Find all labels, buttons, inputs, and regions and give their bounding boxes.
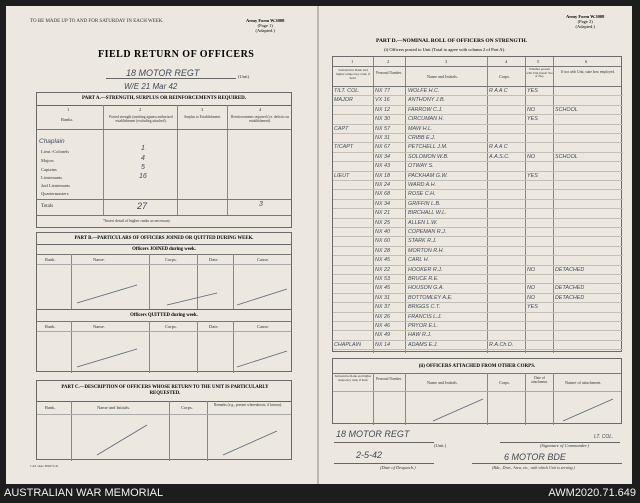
strength-lieut: 16 bbox=[139, 173, 147, 180]
surplus-header-text: Surplus to Establishment. bbox=[184, 115, 221, 119]
r-form-no: Army Form W.3008 bbox=[566, 14, 605, 19]
roll-number: NX 24 bbox=[375, 182, 390, 188]
roll-name: GRIFFIN L.B. bbox=[408, 200, 441, 207]
roll-name: PETCHELL J.M. bbox=[408, 144, 448, 151]
roll-number: NX 40 bbox=[375, 229, 390, 235]
q-corps-col: Corps. bbox=[165, 324, 177, 329]
part-c-table bbox=[36, 380, 292, 460]
roll-present: NO bbox=[527, 153, 536, 160]
h-present-text: Whether present with Unit (insert Yes or No). bbox=[526, 67, 553, 79]
roll-number: NX 53 bbox=[375, 276, 390, 282]
roll-number: NX 34 bbox=[375, 200, 390, 207]
part-a-table bbox=[36, 92, 292, 228]
roll-row bbox=[333, 153, 623, 162]
bde-line bbox=[472, 463, 622, 464]
h-rank bbox=[334, 69, 372, 80]
ii-h-nature: Nature of attachment. bbox=[565, 380, 602, 385]
right-page bbox=[322, 6, 632, 484]
col-4-num: 4 bbox=[259, 107, 262, 112]
form-page-text: (Page 1) bbox=[257, 23, 273, 28]
rank-lieut: Lieutenants bbox=[41, 175, 62, 180]
roll-name: FARROW C.J. bbox=[408, 106, 443, 113]
roll-number: NX 49 bbox=[375, 332, 390, 339]
b-corps-col: Corps. bbox=[165, 257, 177, 262]
roll-row bbox=[333, 106, 623, 115]
reinf-header-text: Reinforcements required (i.e. deficits on establishment). bbox=[230, 115, 290, 123]
roll-number: NX 28 bbox=[375, 247, 390, 254]
nominal-roll-table bbox=[332, 56, 622, 352]
d-col-1: 1 bbox=[351, 59, 354, 64]
surplus-header bbox=[180, 115, 225, 119]
rank-capt: Captains bbox=[41, 167, 57, 172]
roll-name: PRYOR E.L. bbox=[408, 323, 439, 329]
roll-rank: T/LT. COL. bbox=[334, 88, 360, 94]
c-remarks-text: Remarks (e.g., present whereabouts, if known). bbox=[213, 403, 283, 407]
totals-label: Totals bbox=[41, 204, 54, 209]
roll-name: SOLOMON W.B. bbox=[408, 153, 449, 160]
unit-line bbox=[106, 78, 236, 79]
roll-row bbox=[333, 266, 623, 275]
roll-row bbox=[333, 200, 623, 209]
roll-name: BOTTOMLEY A.E. bbox=[408, 294, 453, 301]
d-col-5: 5 bbox=[537, 59, 540, 64]
quitted-heading: Officers QUITTED during week. bbox=[130, 313, 198, 318]
print-code: 1.42 /Ans 3000 5/41 bbox=[30, 464, 59, 468]
roll-present: NO bbox=[527, 266, 536, 273]
roll-number: NX 26 bbox=[375, 313, 390, 320]
roll-present: NO bbox=[527, 106, 536, 113]
rank-major: Majors bbox=[41, 158, 54, 163]
roll-name: COPEMAN R.J. bbox=[408, 229, 447, 235]
roll-name: MORTON R.H. bbox=[408, 247, 445, 254]
roll-name: ROSE C.H. bbox=[408, 191, 436, 198]
strength-capt: 5 bbox=[141, 164, 145, 171]
roll-present: NO bbox=[527, 285, 536, 292]
roll-name: FRANCIS L.J. bbox=[408, 313, 442, 320]
roll-name: HOUSON G.A. bbox=[408, 285, 444, 292]
strength-major: 4 bbox=[141, 155, 145, 162]
roll-name: OTWAY S. bbox=[408, 163, 434, 170]
date-caption: (Date of Despatch.) bbox=[380, 465, 416, 470]
date-line bbox=[334, 463, 434, 464]
roll-number: NX 57 bbox=[375, 125, 390, 132]
roll-present: YES bbox=[527, 172, 538, 179]
sig-unit-handwritten: 18 MOTOR REGT bbox=[336, 429, 410, 439]
roll-row bbox=[333, 322, 623, 331]
roll-rank: CHAPLAIN bbox=[334, 341, 361, 348]
roll-employed: SCHOOL bbox=[555, 106, 578, 113]
roll-row bbox=[333, 181, 623, 190]
roll-row bbox=[333, 275, 623, 284]
q-date-col: Date. bbox=[209, 324, 219, 329]
roll-row bbox=[333, 125, 623, 134]
caption-bar bbox=[0, 484, 640, 503]
q-rank-col: Rank. bbox=[45, 324, 56, 329]
b-rank-col: Rank. bbox=[45, 257, 56, 262]
rank-2lt: 2nd Lieutenants bbox=[41, 183, 70, 188]
joined-heading: Officers JOINED during week. bbox=[132, 247, 196, 252]
h-number bbox=[375, 71, 403, 75]
totals-reinf: 3 bbox=[259, 201, 263, 208]
roll-name: CIRCUMAN H. bbox=[408, 116, 444, 123]
roll-row bbox=[333, 228, 623, 237]
roll-row bbox=[333, 294, 623, 303]
roll-corps: R.A.Ch.D. bbox=[489, 341, 514, 348]
strike-lines-c bbox=[37, 381, 293, 461]
roll-row bbox=[333, 341, 623, 350]
roll-number: NX 77 bbox=[375, 88, 390, 94]
part-b-heading: PART B.—PARTICULARS OF OFFICERS JOINED OR QUITTED DURING WEEK. bbox=[74, 236, 254, 241]
roll-number: NX 25 bbox=[375, 219, 390, 226]
c-corps-col: Corps. bbox=[181, 405, 193, 410]
part-ii-heading: (ii) OFFICERS ATTACHED FROM OTHER CORPS. bbox=[418, 364, 536, 369]
d-col-4: 4 bbox=[505, 59, 508, 64]
roll-number: NX 60 bbox=[375, 238, 390, 245]
col-3-num: 3 bbox=[201, 107, 204, 112]
part-b-table bbox=[36, 232, 292, 372]
q-cause-col: Cause. bbox=[257, 324, 270, 329]
roll-number: NX 37 bbox=[375, 304, 390, 311]
despatch-date: 2-5-42 bbox=[356, 450, 383, 460]
part-d-heading: PART D.—NOMINAL ROLL OF OFFICERS ON STRENGTH. bbox=[376, 38, 527, 44]
roll-name: STARK R.J. bbox=[408, 238, 437, 245]
roll-present: NO bbox=[527, 294, 536, 301]
roll-row bbox=[333, 247, 623, 256]
h-employed bbox=[557, 70, 619, 74]
h-present bbox=[526, 68, 553, 79]
left-page bbox=[6, 6, 317, 484]
week-handwritten: W/E 21 Mar 42 bbox=[124, 82, 178, 91]
roll-number: VX 16 bbox=[375, 97, 390, 104]
roll-rank: T/CAPT bbox=[334, 144, 354, 151]
caption-left: AUSTRALIAN WAR MEMORIAL bbox=[4, 487, 164, 499]
roll-row bbox=[333, 284, 623, 293]
roll-row bbox=[333, 96, 623, 105]
roll-name: CRIBB E.J. bbox=[408, 135, 436, 141]
part-c-heading-text: PART C.—DESCRIPTION OF OFFICERS WHOSE RETURN TO THE UNIT IS PARTICULARLY REQUESTED. bbox=[61, 385, 269, 396]
top-note: TO BE MADE UP TO AND FOR SATURDAY IN EACH WEEK. bbox=[30, 19, 164, 24]
roll-employed: DETACHED bbox=[555, 294, 585, 301]
roll-number: NX 68 bbox=[375, 191, 390, 198]
roll-number: NX 67 bbox=[375, 144, 390, 151]
ranks-header: Ranks. bbox=[61, 117, 74, 122]
totals-value: 27 bbox=[137, 201, 148, 211]
bde-caption: (Bde., Divn., Area, etc., with which Unit is serving.) bbox=[492, 465, 575, 470]
d-col-6: 6 bbox=[585, 59, 588, 64]
roll-rank: CAPT bbox=[334, 125, 349, 132]
roll-name: BRIGGS C.T. bbox=[408, 304, 441, 311]
form-no-text: Army Form W.3008 bbox=[246, 18, 285, 23]
roll-number: NX 14 bbox=[375, 341, 390, 348]
roll-name: ANTHONY J.B. bbox=[408, 97, 446, 104]
strike-lines-b bbox=[37, 233, 293, 373]
ii-h-date-text: Date of attachment. bbox=[531, 376, 548, 384]
c-name-col: Name and Initials. bbox=[97, 405, 131, 410]
roll-name: MAW H.L. bbox=[408, 125, 433, 132]
roll-number: NX 31 bbox=[375, 135, 390, 141]
posted-header-text: Posted strength (omitting against authorized establishment (excluding attached). bbox=[109, 115, 173, 123]
roll-row bbox=[333, 87, 623, 96]
roll-employed: DETACHED bbox=[555, 266, 585, 273]
roll-number: NX 45 bbox=[375, 285, 390, 292]
roll-corps: R A A C bbox=[489, 88, 508, 94]
part-d-sub: (i) Officers posted to Unit (Total to agree with column 2 of Part A). bbox=[384, 47, 506, 52]
roll-name: HOOKER R.J. bbox=[408, 266, 443, 273]
roll-number: NX 21 bbox=[375, 210, 390, 217]
roll-name: HAW R.J. bbox=[408, 332, 432, 339]
roll-row bbox=[333, 115, 623, 124]
roll-number: NX 30 bbox=[375, 116, 390, 123]
b-name-col: Name. bbox=[93, 257, 105, 262]
ii-h-rank-text: Substantive Rank and higher temporary rank, if held. bbox=[334, 374, 372, 382]
b-cause-col: Cause. bbox=[257, 257, 270, 262]
roll-row bbox=[333, 209, 623, 218]
q-name-col: Name. bbox=[93, 324, 105, 329]
sig-cmdr-caption: (Signature of Commander.) bbox=[540, 443, 589, 448]
document-sheet bbox=[6, 6, 632, 484]
form-adapted-text: (Adapted.) bbox=[255, 28, 275, 33]
roll-row bbox=[333, 313, 623, 322]
d-col-3: 3 bbox=[445, 59, 448, 64]
form-number-right bbox=[566, 14, 604, 29]
page-fold bbox=[317, 6, 319, 484]
roll-row bbox=[333, 143, 623, 152]
roll-rows bbox=[333, 87, 623, 353]
roll-name: BIRCHALL W.L. bbox=[408, 210, 447, 217]
h-number-text: Personal Number. bbox=[376, 71, 402, 75]
roll-name: CARL H. bbox=[408, 257, 430, 264]
roll-present: YES bbox=[527, 88, 538, 94]
roll-present: YES bbox=[527, 304, 538, 311]
d-col-2: 2 bbox=[387, 59, 390, 64]
roll-name: BRUCE R.E. bbox=[408, 276, 439, 282]
h-corps: Corps. bbox=[499, 74, 511, 79]
roll-row bbox=[333, 237, 623, 246]
roll-row bbox=[333, 303, 623, 312]
roll-number: NX 12 bbox=[375, 106, 390, 113]
rank-qm: Quartermasters bbox=[41, 191, 69, 196]
roll-employed: DETACHED bbox=[555, 285, 585, 292]
h-employed-text: If not with Unit, state how employed. bbox=[561, 70, 615, 74]
col-1-num: 1 bbox=[67, 107, 70, 112]
caption-right: AWM2020.71.649 bbox=[548, 487, 636, 499]
roll-number: NX 34 bbox=[375, 153, 390, 160]
roll-row bbox=[333, 190, 623, 199]
strike-lines-ii bbox=[333, 359, 623, 425]
roll-present: YES bbox=[527, 116, 538, 123]
attached-table bbox=[332, 358, 622, 424]
roll-number: NX 43 bbox=[375, 163, 390, 170]
r-form-adapted: (Adapted.) bbox=[575, 24, 595, 29]
ii-h-corps: Corps. bbox=[499, 380, 511, 385]
b-date-col: Date. bbox=[209, 257, 219, 262]
cmdr-rank: LT. COL. bbox=[594, 434, 614, 440]
roll-number: NX 31 bbox=[375, 294, 390, 301]
roll-number: NX 18 bbox=[375, 172, 390, 179]
insert-note: *Insert detail of higher ranks as necessary bbox=[103, 218, 171, 223]
roll-employed: SCHOOL bbox=[555, 153, 578, 160]
roll-name: WOLFE H.C. bbox=[408, 88, 440, 94]
sig-unit-line bbox=[334, 442, 434, 443]
roll-corps: R A A C bbox=[489, 144, 508, 151]
strength-lt-col: 1 bbox=[141, 145, 145, 152]
sig-unit-caption: (Unit.) bbox=[434, 443, 447, 448]
roll-name: ALLEN L.W. bbox=[408, 219, 438, 226]
roll-row bbox=[333, 256, 623, 265]
col-2-num: 2 bbox=[139, 107, 142, 112]
roll-row bbox=[333, 219, 623, 228]
page-title: FIELD RETURN OF OFFICERS bbox=[98, 49, 255, 60]
roll-rank: MAJOR bbox=[334, 97, 353, 104]
h-rank-text: Substantive Rank and higher temporary rank, if held. bbox=[335, 68, 371, 80]
part-a-heading: PART A.—STRENGTH, SURPLUS OR REINFORCEMENTS REQUIRED. bbox=[81, 96, 247, 101]
ii-h-name: Name and Initials. bbox=[427, 380, 458, 385]
roll-number: NX 22 bbox=[375, 266, 390, 273]
roll-row bbox=[333, 134, 623, 143]
unit-label: (Unit) bbox=[238, 74, 249, 79]
roll-name: ADAMS E.J. bbox=[408, 341, 438, 348]
rank-lt-col: Lieut.-Colonels bbox=[41, 149, 70, 154]
r-form-page: (Page 2) bbox=[577, 19, 593, 24]
roll-name: PACKHAM G.W. bbox=[408, 172, 448, 179]
roll-number: NX 45 bbox=[375, 257, 390, 264]
unit-handwritten: 18 MOTOR REGT bbox=[126, 68, 200, 78]
roll-rank: LIEUT bbox=[334, 172, 350, 179]
hand-rank: Chaplain bbox=[39, 138, 65, 145]
roll-row bbox=[333, 162, 623, 171]
reinf-header bbox=[230, 115, 290, 123]
roll-corps: A.A.S.C. bbox=[489, 153, 510, 160]
posted-header bbox=[107, 115, 175, 123]
roll-number: NX 46 bbox=[375, 323, 390, 329]
bde-handwritten: 6 MOTOR BDE bbox=[504, 452, 566, 462]
h-name: Name and Initials. bbox=[427, 74, 458, 79]
roll-name: WARD A.H. bbox=[408, 182, 437, 188]
ii-h-number-text: Personal Number. bbox=[376, 377, 402, 381]
form-number bbox=[246, 18, 284, 33]
c-rank-col: Rank. bbox=[45, 405, 56, 410]
roll-row bbox=[333, 331, 623, 340]
roll-row bbox=[333, 172, 623, 181]
